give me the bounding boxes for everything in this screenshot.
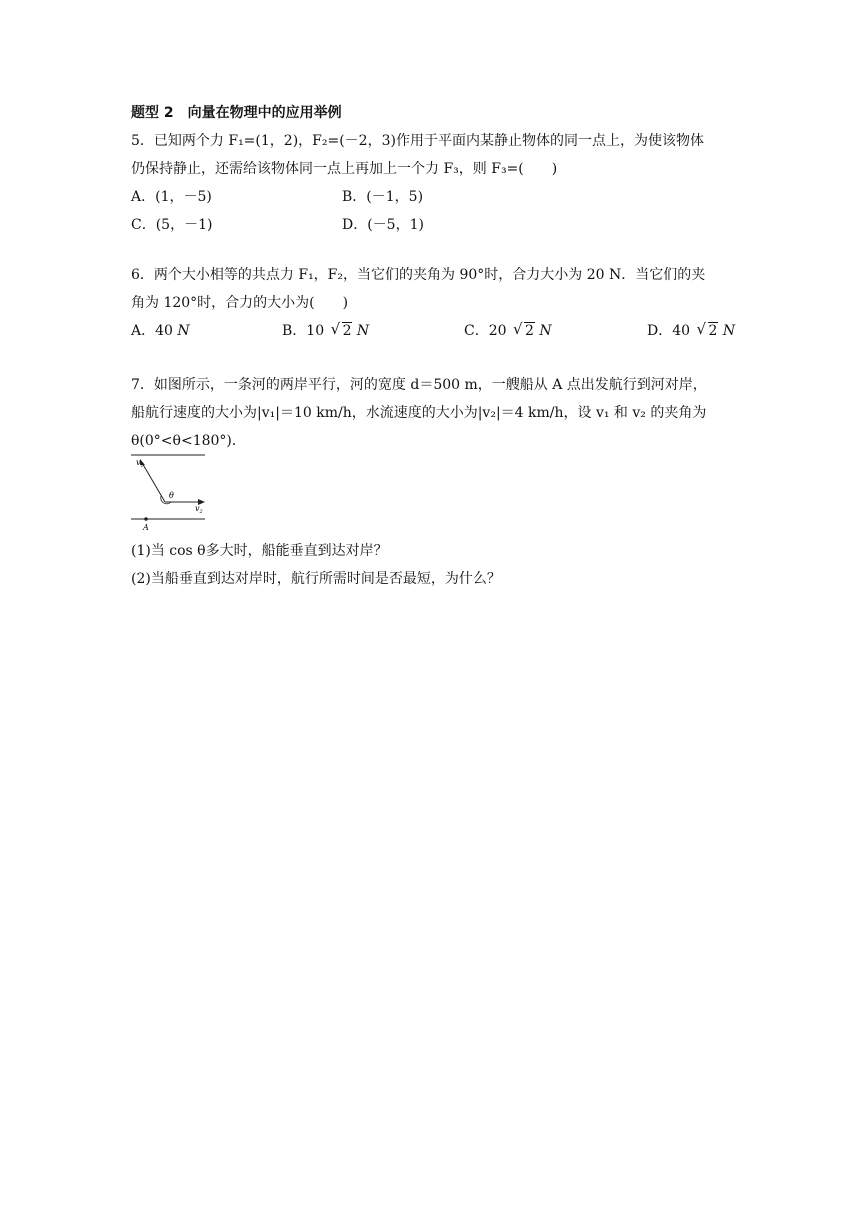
v2-label: $v_2$ [195,504,203,515]
question-7-line-2: 船航行速度的大小为|v₁|＝10 km/h，水流速度的大小为|v₂|＝4 km/h，设 v₁ 和 v₂ 的夹角为 [131,405,707,421]
q5-option-a: A．(1，－5) [131,189,212,205]
sqrt-symbol: √ 2 [699,321,719,341]
theta-label: θ [169,491,174,500]
question-6-line-1: 6．两个大小相等的共点力 F₁，F₂，当它们的夹角为 90°时，合力大小为 20 N．当它们的夹 [131,267,706,283]
v1-label: $v_1$ [136,458,144,469]
question-5-line-2: 仍保持静止，还需给该物体同一点上再加上一个力 F₃，则 F₃=( ) [131,161,558,177]
v1-vector-line [141,461,165,502]
question-7-line-3: θ(0°<θ<180°)． [131,433,246,449]
q6-option-b: B．10 √ 2 N [282,321,369,341]
section-label: 题型 2 [131,105,174,121]
point-a-label: A [143,523,149,532]
section-heading [131,103,731,123]
question-7-sub-2: (2)当船垂直到达对岸时，航行所需时间是否最短，为什么？ [131,571,501,587]
q5-option-d: D．(－5，1) [342,217,424,233]
q5-option-c: C．(5，－1) [131,217,213,233]
question-5-options-row-2 [131,215,731,235]
question-6-options [131,321,736,341]
section-title: 向量在物理中的应用举例 [187,105,342,121]
question-7-line-1: 7．如图所示，一条河的两岸平行，河的宽度 d＝500 m，一艘船从 A 点出发航行到河对岸， [131,377,707,393]
q6-option-a: A．40 N [131,323,190,339]
document-body [131,103,736,597]
point-a-dot [144,517,148,521]
sqrt-symbol: √ 2 [333,321,353,341]
q6-option-c: C．20 √ 2 N [464,321,552,341]
question-6-line-2: 角为 120°时，合力的大小为( ) [131,295,349,311]
question-5-line-1: 5．已知两个力 F₁=(1，2)，F₂=(－2，3)作用于平面内某静止物体的同一点上，为使该物体 [131,133,704,149]
sqrt-symbol: √ 2 [515,321,535,341]
question-7-sub-1: (1)当 cos θ多大时，船能垂直到达对岸？ [131,543,388,559]
river-vector-figure [131,453,211,535]
question-5-options-row-1 [131,187,731,207]
q5-option-b: B．(－1，5) [342,189,424,205]
q6-option-d: D．40 √ 2 N [647,321,735,341]
